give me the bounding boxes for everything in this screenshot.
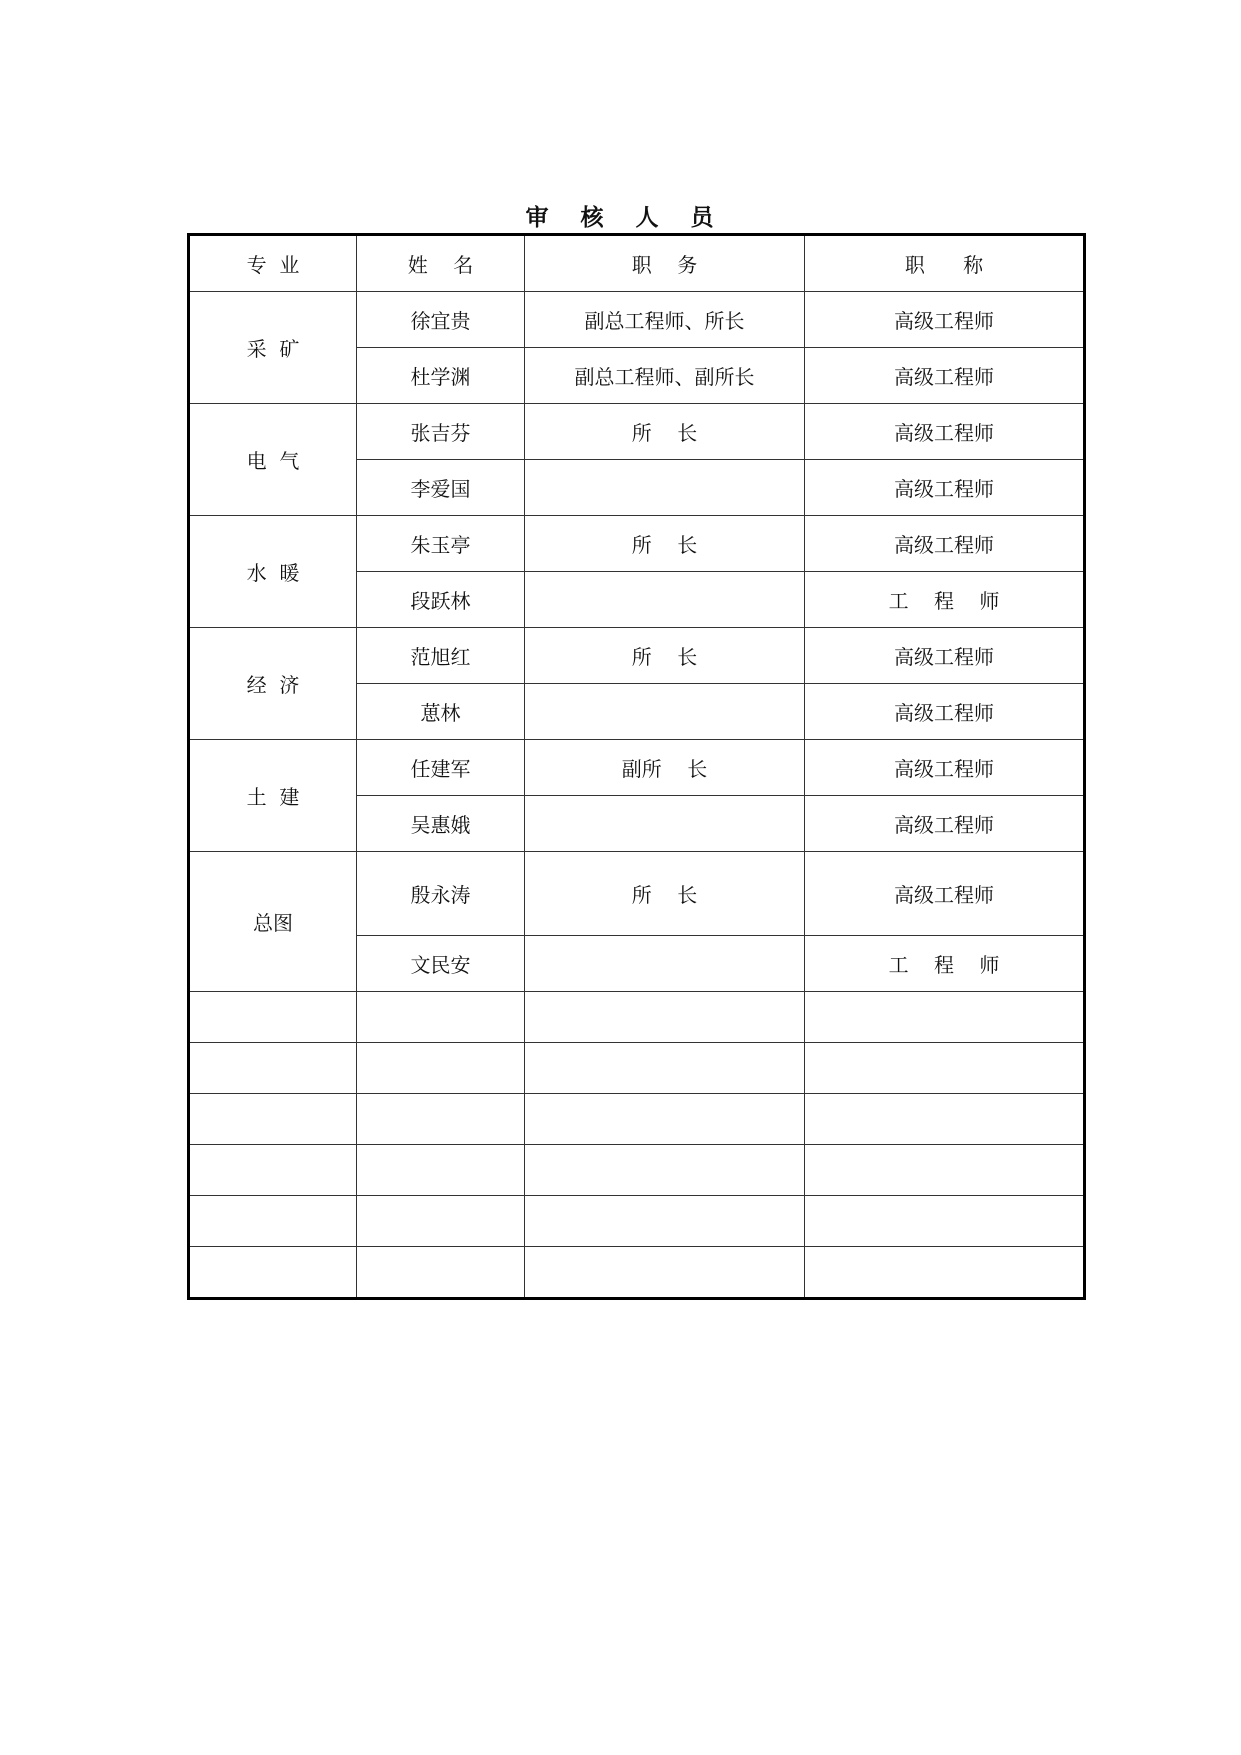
title-cell: 高级工程师 bbox=[805, 292, 1085, 348]
empty-cell bbox=[525, 1196, 805, 1247]
position-cell bbox=[525, 572, 805, 628]
position-cell: 所 长 bbox=[525, 852, 805, 936]
empty-cell bbox=[805, 1043, 1085, 1094]
position-cell: 副总工程师、副所长 bbox=[525, 348, 805, 404]
position-cell: 副所 长 bbox=[525, 740, 805, 796]
empty-row bbox=[189, 1196, 1085, 1247]
empty-row bbox=[189, 1043, 1085, 1094]
title-cell: 高级工程师 bbox=[805, 796, 1085, 852]
name-cell: 葸林 bbox=[357, 684, 525, 740]
name-cell: 张吉芬 bbox=[357, 404, 525, 460]
empty-cell bbox=[805, 992, 1085, 1043]
name-cell: 杜学渊 bbox=[357, 348, 525, 404]
specialty-cell: 采 矿 bbox=[189, 292, 357, 404]
title-cell: 高级工程师 bbox=[805, 628, 1085, 684]
title-cell: 高级工程师 bbox=[805, 516, 1085, 572]
name-cell: 文民安 bbox=[357, 936, 525, 992]
header-position: 职 务 bbox=[525, 235, 805, 292]
position-cell: 副总工程师、所长 bbox=[525, 292, 805, 348]
name-cell: 吴惠娥 bbox=[357, 796, 525, 852]
empty-cell bbox=[805, 1145, 1085, 1196]
empty-cell bbox=[525, 992, 805, 1043]
empty-cell bbox=[357, 1043, 525, 1094]
header-title: 职 称 bbox=[805, 235, 1085, 292]
empty-cell bbox=[525, 1043, 805, 1094]
empty-cell bbox=[525, 1094, 805, 1145]
specialty-cell: 经 济 bbox=[189, 628, 357, 740]
empty-cell bbox=[357, 1145, 525, 1196]
name-cell: 徐宜贵 bbox=[357, 292, 525, 348]
empty-cell bbox=[189, 1247, 357, 1299]
name-cell: 范旭红 bbox=[357, 628, 525, 684]
empty-cell bbox=[189, 992, 357, 1043]
title-cell: 高级工程师 bbox=[805, 404, 1085, 460]
empty-cell bbox=[805, 1094, 1085, 1145]
table-row bbox=[189, 292, 1085, 348]
table-row bbox=[189, 404, 1085, 460]
empty-row bbox=[189, 1247, 1085, 1299]
name-cell: 段跃林 bbox=[357, 572, 525, 628]
empty-cell bbox=[525, 1247, 805, 1299]
reviewer-table bbox=[187, 233, 1086, 1300]
empty-row bbox=[189, 992, 1085, 1043]
empty-cell bbox=[189, 1043, 357, 1094]
specialty-cell: 水 暖 bbox=[189, 516, 357, 628]
position-cell bbox=[525, 796, 805, 852]
title-cell: 工 程 师 bbox=[805, 936, 1085, 992]
name-cell: 任建军 bbox=[357, 740, 525, 796]
empty-row bbox=[189, 1094, 1085, 1145]
empty-cell bbox=[189, 1196, 357, 1247]
position-cell bbox=[525, 936, 805, 992]
header-specialty: 专 业 bbox=[189, 235, 357, 292]
table-header-row bbox=[189, 235, 1085, 292]
name-cell: 李爱国 bbox=[357, 460, 525, 516]
specialty-cell: 土 建 bbox=[189, 740, 357, 852]
table-row bbox=[189, 628, 1085, 684]
title-cell: 工 程 师 bbox=[805, 572, 1085, 628]
position-cell: 所 长 bbox=[525, 628, 805, 684]
document-title: 审 核 人 员 bbox=[525, 204, 716, 231]
name-cell: 朱玉亭 bbox=[357, 516, 525, 572]
empty-cell bbox=[357, 1247, 525, 1299]
position-cell bbox=[525, 684, 805, 740]
empty-cell bbox=[189, 1094, 357, 1145]
position-cell: 所 长 bbox=[525, 404, 805, 460]
empty-cell bbox=[805, 1196, 1085, 1247]
title-cell: 高级工程师 bbox=[805, 740, 1085, 796]
name-cell: 殷永涛 bbox=[357, 852, 525, 936]
title-cell: 高级工程师 bbox=[805, 460, 1085, 516]
title-cell: 高级工程师 bbox=[805, 684, 1085, 740]
table-row bbox=[189, 852, 1085, 936]
empty-cell bbox=[357, 1196, 525, 1247]
empty-cell bbox=[357, 1094, 525, 1145]
empty-cell bbox=[525, 1145, 805, 1196]
position-cell: 所 长 bbox=[525, 516, 805, 572]
empty-cell bbox=[805, 1247, 1085, 1299]
title-cell: 高级工程师 bbox=[805, 852, 1085, 936]
specialty-cell: 电 气 bbox=[189, 404, 357, 516]
table-row bbox=[189, 516, 1085, 572]
header-name: 姓 名 bbox=[357, 235, 525, 292]
table-row bbox=[189, 740, 1085, 796]
specialty-cell: 总图 bbox=[189, 852, 357, 992]
empty-cell bbox=[189, 1145, 357, 1196]
position-cell bbox=[525, 460, 805, 516]
empty-cell bbox=[357, 992, 525, 1043]
empty-row bbox=[189, 1145, 1085, 1196]
title-cell: 高级工程师 bbox=[805, 348, 1085, 404]
